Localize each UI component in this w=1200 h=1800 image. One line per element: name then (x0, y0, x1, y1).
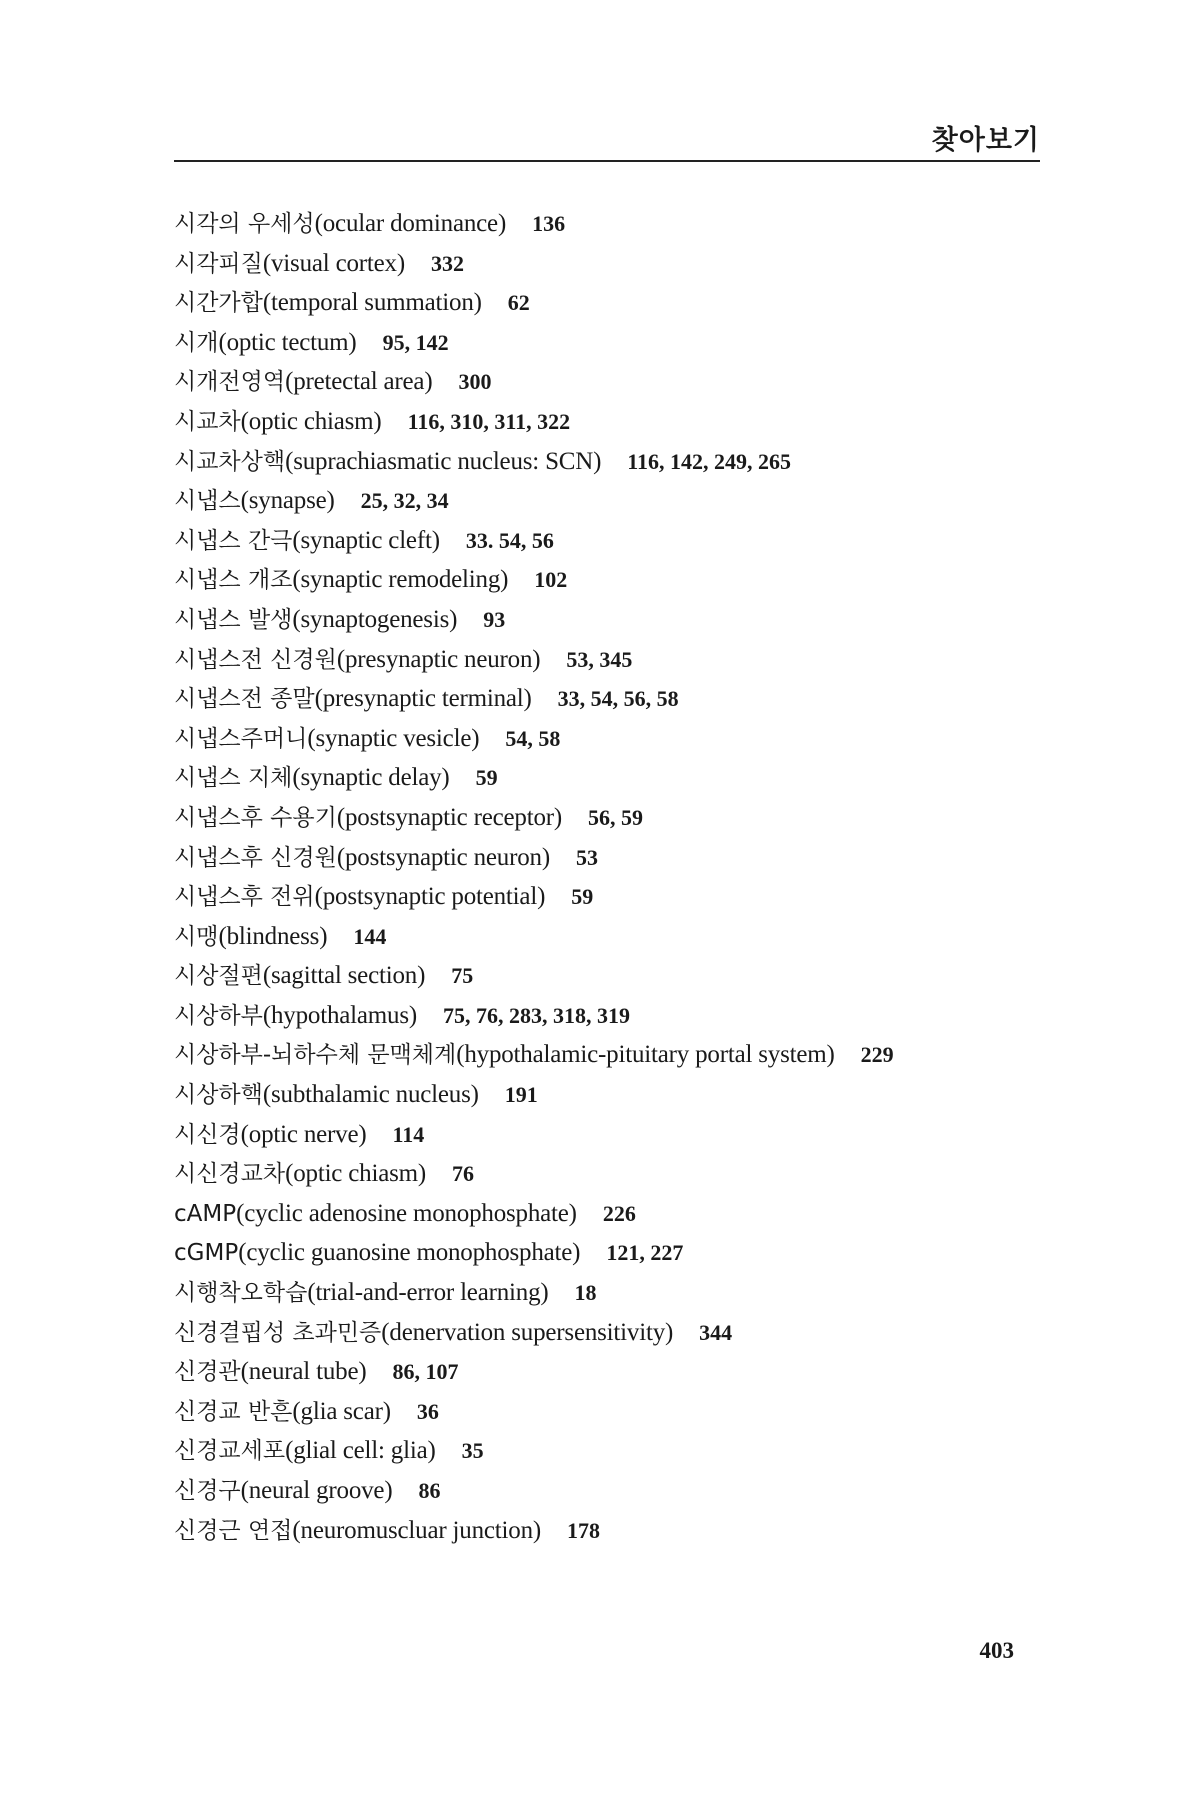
index-term: 시상하부 (174, 1002, 263, 1029)
index-entry (174, 1313, 1134, 1353)
index-gloss: (optic chiasm) (240, 407, 382, 435)
index-pages: 86 (418, 1478, 441, 1503)
index-term: 시교차상핵 (174, 448, 286, 475)
index-pages: 62 (507, 290, 530, 316)
index-gloss: (hypothalamus) (262, 1001, 417, 1029)
index-gloss: (synaptic delay) (292, 764, 450, 792)
index-entry (174, 1392, 1134, 1432)
index-term: 시냅스 발생 (174, 606, 293, 633)
index-pages: 59 (475, 765, 498, 791)
index-gloss: (denervation supersensitivity) (381, 1318, 674, 1346)
index-pages: 59 (571, 884, 594, 910)
index-term: 시냅스후 수용기 (174, 804, 337, 831)
index-entry (174, 719, 1134, 759)
index-pages: 344 (699, 1319, 733, 1345)
index-gloss: (glia scar) (292, 1397, 391, 1425)
index-gloss: (neuromuscluar junction) (292, 1516, 541, 1544)
index-term: 신경결핍성 초과민증 (174, 1319, 382, 1346)
index-pages: 75 (451, 963, 474, 989)
index-term: 시개전영역 (174, 369, 286, 396)
index-pages: 53, 345 (566, 646, 633, 672)
index-pages: 95, 142 (382, 329, 449, 355)
index-term: 시간가합 (174, 290, 263, 317)
index-term: 시냅스주머니 (174, 725, 308, 752)
index-gloss: (glial cell: glia) (285, 1437, 436, 1465)
index-term: 시냅스전 신경원 (174, 646, 337, 673)
index-gloss: (synapse) (240, 487, 335, 515)
index-term: 시개 (174, 329, 219, 356)
index-gloss: (postsynaptic receptor) (336, 803, 563, 831)
index-gloss: (cyclic adenosine monophosphate) (236, 1199, 577, 1227)
index-gloss: (suprachiasmatic nucleus: SCN) (285, 447, 602, 475)
index-pages: 102 (534, 567, 568, 593)
index-term: 시냅스 간극 (174, 527, 293, 554)
index-gloss: (synaptic vesicle) (307, 724, 480, 752)
index-pages: 116, 310, 311, 322 (407, 408, 571, 434)
header-rule (174, 160, 1040, 162)
index-term: 시신경교차 (174, 1161, 286, 1188)
index-term: 시냅스후 전위 (174, 884, 315, 911)
index-entry-list (174, 204, 1134, 1550)
index-gloss: (ocular dominance) (314, 210, 507, 237)
index-term: 시냅스 (174, 488, 241, 515)
index-term: 신경교세포 (174, 1438, 286, 1465)
index-pages: 226 (602, 1200, 636, 1226)
index-gloss: (presynaptic terminal) (314, 685, 532, 713)
index-gloss: (postsynaptic neuron) (336, 843, 550, 871)
index-term: 시각피질 (174, 250, 263, 277)
index-gloss: (temporal summation) (262, 289, 482, 317)
index-entry (174, 798, 1134, 838)
index-gloss: (hypothalamic-pituitary portal system) (456, 1041, 835, 1069)
index-gloss: (cyclic guanosine monophosphate) (238, 1239, 581, 1267)
index-pages: 332 (430, 250, 464, 276)
index-term: 시맹 (174, 923, 219, 950)
index-pages: 191 (504, 1082, 538, 1108)
index-pages: 178 (567, 1517, 600, 1543)
index-entry (174, 1154, 1134, 1194)
index-gloss: (visual cortex) (262, 249, 405, 277)
index-entry (174, 996, 1134, 1036)
index-term: 시상하부-뇌하수체 문맥체계 (174, 1042, 457, 1069)
index-gloss: (blindness) (218, 922, 328, 950)
index-pages: 86, 107 (392, 1359, 459, 1385)
index-term: 시상하핵 (174, 1082, 263, 1109)
index-pages: 116, 142, 249, 265 (627, 448, 792, 474)
index-entry (174, 1431, 1134, 1471)
index-entry (174, 481, 1134, 521)
index-entry (174, 877, 1134, 917)
index-gloss: (optic chiasm) (285, 1160, 426, 1188)
index-pages: 76 (452, 1161, 474, 1187)
index-pages: 53 (575, 844, 598, 870)
index-entry (174, 1511, 1134, 1551)
index-pages: 33. 54, 56 (465, 527, 554, 553)
index-term: 시교차 (174, 408, 241, 435)
index-pages: 93 (483, 606, 506, 632)
index-gloss: (synaptic cleft) (292, 526, 440, 554)
index-pages: 136 (532, 211, 566, 236)
index-pages: 75, 76, 283, 318, 319 (442, 1002, 630, 1028)
index-term: cAMP (174, 1200, 237, 1227)
index-entry (174, 1075, 1134, 1115)
index-pages: 33, 54, 56, 58 (557, 686, 679, 712)
index-term: 시각의 우세성 (174, 211, 315, 237)
index-term: 시상절편 (174, 963, 263, 990)
index-entry (174, 442, 1134, 482)
index-entry (174, 204, 1134, 244)
index-entry (174, 956, 1134, 996)
index-gloss: (neural tube) (240, 1358, 367, 1386)
index-gloss: (optic tectum) (218, 328, 357, 356)
index-term: cGMP (174, 1240, 239, 1267)
index-entry (174, 1273, 1134, 1313)
index-gloss: (trial-and-error learning) (307, 1279, 549, 1307)
index-term: 시냅스 지체 (174, 765, 293, 792)
index-gloss: (presynaptic neuron) (336, 645, 541, 673)
index-term: 시신경 (174, 1121, 241, 1148)
running-head: 찾아보기 (931, 125, 1040, 156)
index-entry (174, 323, 1134, 363)
index-entry (174, 917, 1134, 957)
index-pages: 35 (461, 1438, 484, 1464)
index-pages: 36 (416, 1398, 439, 1424)
index-term: 신경교 반흔 (174, 1398, 293, 1425)
index-entry (174, 1233, 1134, 1273)
index-term: 시행착오학습 (174, 1280, 308, 1307)
index-gloss: (sagittal section) (262, 962, 426, 990)
index-term: 시냅스전 종말 (174, 686, 315, 713)
index-pages: 25, 32, 34 (360, 488, 449, 514)
page-number: 403 (979, 1638, 1014, 1663)
index-entry (174, 1194, 1134, 1234)
index-entry (174, 244, 1134, 284)
index-gloss: (optic nerve) (240, 1120, 367, 1148)
index-entry (174, 362, 1134, 402)
index-pages: 54, 58 (505, 725, 561, 751)
index-entry (174, 838, 1134, 878)
index-gloss: (synaptic remodeling) (292, 566, 509, 594)
index-pages: 56, 59 (588, 804, 644, 830)
index-gloss: (subthalamic nucleus) (262, 1081, 479, 1109)
index-pages: 18 (574, 1280, 597, 1306)
index-entry (174, 1352, 1134, 1392)
index-entry (174, 402, 1134, 442)
index-entry (174, 1471, 1134, 1511)
index-entry (174, 521, 1134, 561)
index-term: 신경구 (174, 1478, 241, 1504)
index-entry (174, 560, 1134, 600)
index-term: 신경관 (174, 1359, 241, 1386)
index-pages: 229 (860, 1042, 894, 1068)
index-gloss: (pretectal area) (285, 368, 433, 396)
index-pages: 144 (353, 923, 387, 949)
index-term: 시냅스후 신경원 (174, 844, 337, 871)
index-entry (174, 600, 1134, 640)
index-gloss: (synaptogenesis) (292, 605, 458, 633)
index-term: 시냅스 개조 (174, 567, 293, 594)
index-entry (174, 758, 1134, 798)
index-gloss: (postsynaptic potential) (314, 883, 546, 911)
index-entry (174, 283, 1134, 323)
index-entry (174, 679, 1134, 719)
index-entry (174, 640, 1134, 680)
index-pages: 121, 227 (606, 1240, 684, 1266)
index-entry (174, 1115, 1134, 1155)
index-pages: 300 (458, 369, 492, 395)
index-term: 신경근 연접 (174, 1517, 293, 1544)
index-entry (174, 1035, 1134, 1075)
index-gloss: (neural groove) (240, 1477, 393, 1504)
index-pages: 114 (392, 1121, 425, 1147)
